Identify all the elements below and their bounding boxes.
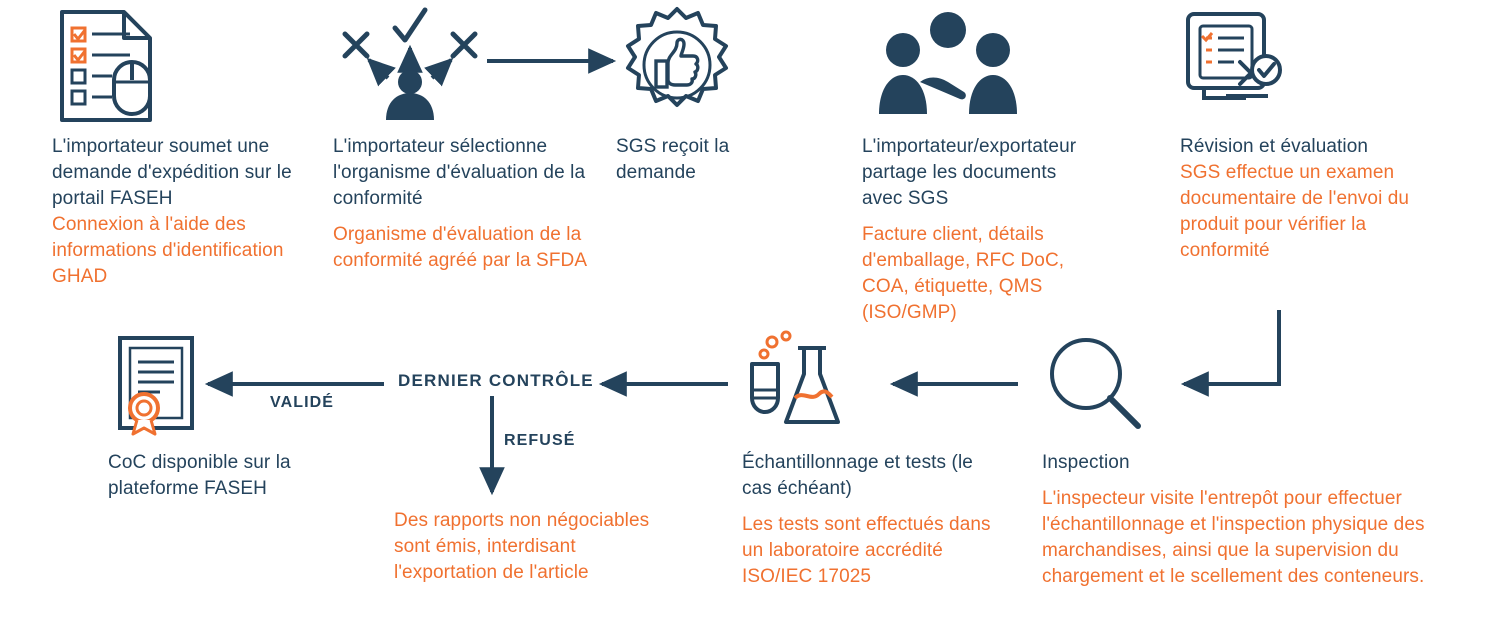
magnifier-inspection-icon xyxy=(1042,334,1146,439)
arrow-review-to-inspection xyxy=(1184,310,1279,384)
refused-detail-text xyxy=(394,508,654,586)
decision-node-label: DERNIER CONTRÔLE xyxy=(398,371,594,390)
step-2-detail: Organisme d'évaluation de la conformité agréé par la SFDA xyxy=(333,224,588,271)
inspection-title: Inspection xyxy=(1042,452,1130,473)
thumbs-up-badge-icon xyxy=(616,6,738,129)
step-5-title: Révision et évaluation xyxy=(1180,136,1369,157)
step-4-text xyxy=(862,134,1102,326)
step-1-detail: Connexion à l'aide des informations d'identification GHAD xyxy=(52,214,284,287)
certificate-seal-icon xyxy=(108,332,204,443)
document-checklist-mouse-icon xyxy=(52,6,162,129)
refused-detail: Des rapports non négociables sont émis, interdisant l'exportation de l'article xyxy=(394,510,650,583)
validated-label: VALIDÉ xyxy=(270,394,335,411)
coc-title: CoC disponible sur la plateforme FASEH xyxy=(108,452,291,499)
step-5-detail: SGS effectue un examen documentaire de l'envoi du produit pour vérifier la conformité xyxy=(1180,162,1410,261)
sampling-title: Échantillonnage et tests (le cas échéant) xyxy=(742,452,973,499)
people-handshake-icon xyxy=(872,10,1024,125)
sampling-text xyxy=(742,450,992,590)
step-1-text xyxy=(52,134,302,290)
sampling-detail: Les tests sont effectués dans un laboratoire accrédité ISO/IEC 17025 xyxy=(742,514,991,587)
step-5-text xyxy=(1180,134,1450,264)
refused-label: REFUSÉ xyxy=(504,432,576,449)
step-4-detail: Facture client, détails d'emballage, RFC DoC, COA, étiquette, QMS (ISO/GMP) xyxy=(862,224,1065,323)
person-selection-arrows-icon xyxy=(333,4,493,127)
inspection-text xyxy=(1042,450,1462,590)
step-2-title: L'importateur sélectionne l'organisme d'évaluation de la conformité xyxy=(333,136,586,209)
inspection-detail: L'inspecteur visite l'entrepôt pour effectuer l'échantillonnage et l'inspection physique des marchandises, ainsi que la supervision du chargement et le scellement des conteneurs. xyxy=(1042,488,1425,587)
screen-review-checklist-icon xyxy=(1180,8,1290,125)
step-2-text xyxy=(333,134,588,274)
step-3-title: SGS reçoit la demande xyxy=(616,136,730,183)
coc-text xyxy=(108,450,338,502)
step-4-title: L'importateur/exportateur partage les documents avec SGS xyxy=(862,136,1077,209)
flask-test-tube-icon xyxy=(742,330,854,437)
step-3-text xyxy=(616,134,806,186)
step-1-title: L'importateur soumet une demande d'expédition sur le portail FASEH xyxy=(52,136,292,209)
